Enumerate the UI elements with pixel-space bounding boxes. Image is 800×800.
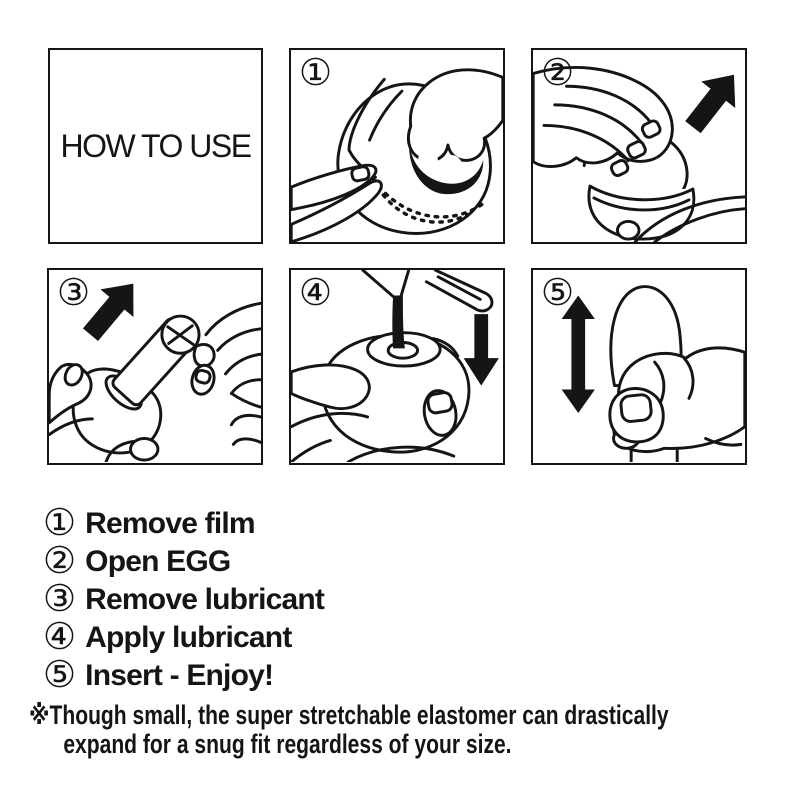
step-apply-lubricant (43, 615, 324, 658)
capsule-spout (363, 270, 393, 296)
lubricant-stream (392, 295, 404, 348)
thumb (291, 365, 369, 409)
step-number: ③ (43, 577, 77, 620)
footnote (29, 701, 800, 759)
panel-number-1: ① (299, 51, 333, 94)
thumb-tip (617, 221, 639, 239)
panel-open-egg (531, 48, 747, 244)
step-open-egg (43, 539, 324, 582)
panel-remove-lubricant (47, 268, 263, 465)
step-label: Apply lubricant (85, 621, 292, 654)
step-number: ② (43, 539, 77, 582)
step-label: Insert - Enjoy! (85, 659, 274, 692)
step-number: ⑤ (43, 653, 77, 696)
step-label: Remove film (85, 507, 255, 540)
steps-list (43, 501, 325, 696)
reference-mark: ※ (29, 700, 50, 731)
panel-remove-film (289, 48, 505, 244)
capsule-body (426, 270, 492, 311)
up-right-arrow-icon (676, 61, 745, 140)
panel-number-2: ② (541, 51, 575, 94)
page-title: HOW TO USE (60, 127, 251, 164)
title-panel (48, 48, 263, 244)
footnote-line2: expand for a snug fit regardless of your size. (63, 729, 512, 759)
step-remove-film (43, 501, 324, 544)
step-insert-enjoy (43, 653, 324, 696)
fingernail (195, 369, 211, 384)
step-label: Open EGG (85, 545, 231, 578)
down-arrow-icon (464, 314, 499, 386)
step-remove-lubricant (43, 577, 325, 620)
panel-number-3: ③ (57, 271, 91, 314)
thumbnail (620, 394, 652, 422)
fingertip (131, 438, 158, 460)
panel-number-5: ⑤ (541, 271, 575, 314)
step-number: ④ (43, 615, 77, 658)
step-label: Remove lubricant (85, 583, 325, 616)
fingernail (427, 392, 453, 414)
step-number: ① (43, 501, 77, 544)
panel-apply-lubricant (289, 268, 505, 465)
panel-insert-enjoy (531, 268, 747, 465)
right-thumb-tip (194, 344, 214, 366)
footnote-line1: ※Though small, the super stretchable elastomer can drastically (29, 700, 669, 731)
panel-number-4: ④ (299, 271, 333, 314)
